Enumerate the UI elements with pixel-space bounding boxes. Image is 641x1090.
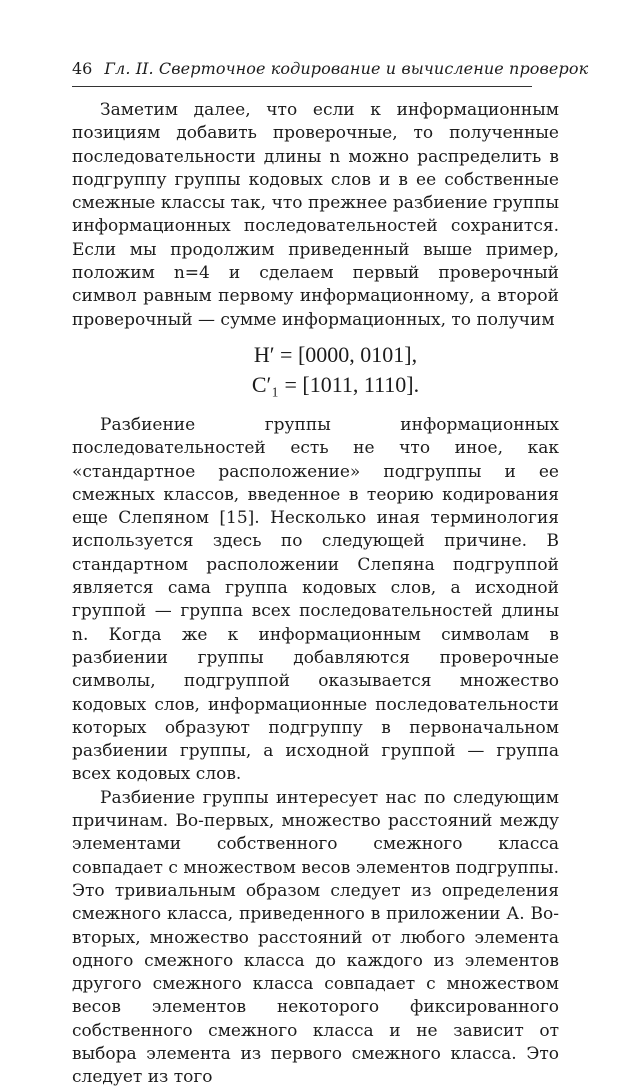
formula-c1-prime: C′₁ = [1011, 1110]. [251, 371, 420, 397]
page-body [72, 99, 559, 1090]
paragraph-1: Заметим далее, что если к информационным позициям добавить проверочные, то полученные последовательности длины n можно распределить в подгруппу группы кодовых слов и в ее собственные смежные классы так, что прежнее разбиение группы информационных последовательностей сохранится. Если мы продолжим приведенный выше пример, положим n=4 и сделаем первый проверочный символ равным первому информационному, а второй проверочный — сумме информационных, то получим [72, 100, 559, 330]
formula-h-prime: H′ = [0000, 0101], [253, 341, 418, 367]
page-number: 46 [72, 59, 93, 78]
running-header [72, 58, 589, 87]
paragraph-2: Разбиение группы информационных последовательностей есть не что иное, как «стандартное расположение» подгруппы и ее смежных классов, введенное в теорию кодирования еще Слепяном [15]. Несколько иная терминология используется здесь по следующей причине. В стандартном расположении Слепяна подгруппой является сама группа кодовых слов, а исходной группой — группа всех последовательностей длины n. Когда же к информационным символам в разбиении группы добавляются проверочные символы, подгруппой оказывается множество кодовых слов, информационные последовательности которых образуют подгруппу в первоначальном разбиении группы, а исходной группой — группа всех кодовых слов. [72, 414, 559, 785]
formula-block [72, 340, 559, 400]
running-title: Гл. II. Сверточное кодирование и вычисление проверок [104, 59, 589, 78]
paragraph-3: Разбиение группы интересует нас по следующим причинам. Во-первых, множество расстояний между элементами собственного смежного класса совпадает с множеством весов элементов подгруппы. Это тривиальным образом следует из определения смежного класса, приведенного в приложении А. Во-вторых, множество расстояний от любого элемента одного смежного класса до каждого из элементов другого смежного класса совпадает с множеством весов элементов некоторого фиксированного собственного смежного класса и не зависит от выбора элемента из первого смежного класса. Это следует из того [72, 787, 559, 1088]
